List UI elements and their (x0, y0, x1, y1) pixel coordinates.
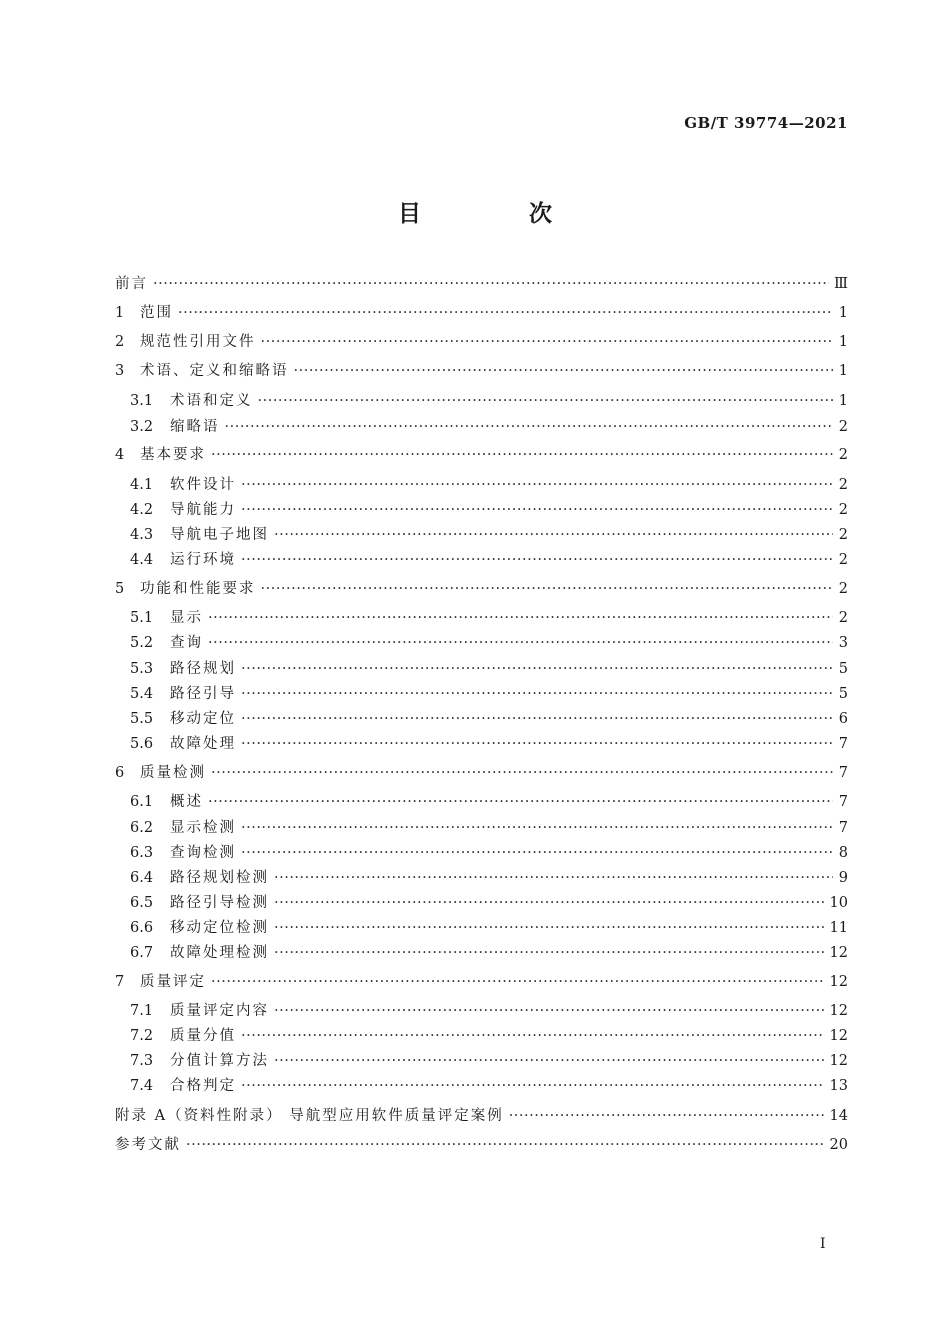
toc-leader-dots (274, 1051, 825, 1071)
toc-leader-dots (274, 1001, 825, 1021)
toc-entry-page: 7 (838, 765, 848, 781)
toc-entry[interactable] (115, 1106, 848, 1126)
toc-entry-page: 2 (838, 419, 848, 435)
toc-entry-page: 3 (838, 635, 848, 651)
toc-entry-label: 导航电子地图 (170, 527, 269, 543)
toc-entry-page: 1 (838, 393, 848, 409)
toc-entry[interactable] (130, 709, 848, 729)
toc-entry-label: 范围 (140, 305, 173, 321)
toc-entry[interactable] (115, 1135, 848, 1155)
toc-entry-label: 软件设计 (170, 477, 236, 493)
toc-entry-page: 2 (838, 502, 848, 518)
toc-entry[interactable] (130, 417, 848, 437)
toc-entry-label: 参考文献 (115, 1137, 181, 1153)
toc-leader-dots (241, 818, 833, 838)
toc-leader-dots (274, 525, 833, 545)
toc-leader-dots (211, 763, 833, 783)
toc-entry-label: 质量评定 (140, 974, 206, 990)
toc-entry[interactable] (130, 1051, 848, 1071)
toc-entry-label: 路径规划检测 (170, 870, 269, 886)
toc-entry-number: 5 (115, 581, 125, 597)
toc-entry-number: 6.4 (130, 870, 154, 886)
toc-leader-dots (274, 918, 825, 938)
toc-leader-dots (178, 303, 833, 323)
toc-entry-number: 4.2 (130, 502, 154, 518)
toc-entry-number: 7.1 (130, 1003, 154, 1019)
standard-number: GB/T 39774—2021 (684, 114, 848, 132)
toc-leader-dots (261, 332, 834, 352)
toc-leader-dots (208, 608, 833, 628)
toc-entry[interactable] (130, 633, 848, 653)
toc-entry-page: 14 (829, 1108, 848, 1124)
toc-entry[interactable] (130, 734, 848, 754)
toc-entry-page: 12 (829, 945, 848, 961)
toc-entry-label: 查询 (170, 635, 203, 651)
toc-leader-dots (241, 843, 833, 863)
toc-entry-page: 8 (838, 845, 848, 861)
toc-entry[interactable] (130, 943, 848, 963)
toc-entry-page: 1 (838, 305, 848, 321)
toc-leader-dots (274, 943, 825, 963)
page-number: Ⅰ (820, 1236, 826, 1252)
toc-entry-label: 合格判定 (170, 1078, 236, 1094)
toc-entry-label: 故障处理 (170, 736, 236, 752)
toc-entry[interactable] (130, 792, 848, 812)
toc-entry-number: 6 (115, 765, 125, 781)
toc-entry-page: 6 (838, 711, 848, 727)
toc-entry-number: 5.2 (130, 635, 154, 651)
toc-leader-dots (241, 550, 833, 570)
toc-entry-page: 5 (838, 661, 848, 677)
toc-entry-number: 5.5 (130, 711, 154, 727)
toc-entry-label: 移动定位 (170, 711, 236, 727)
toc-entry[interactable] (130, 684, 848, 704)
toc-entry-label: 附录 A（资料性附录） 导航型应用软件质量评定案例 (115, 1108, 504, 1124)
toc-entry-label: 质量评定内容 (170, 1003, 269, 1019)
toc-entry[interactable] (130, 475, 848, 495)
toc-entry[interactable] (115, 332, 848, 352)
toc-entry-number: 6.5 (130, 895, 154, 911)
page-title: 目 次 (397, 201, 602, 227)
toc-entry-page: 1 (838, 334, 848, 350)
toc-entry-page: 2 (838, 527, 848, 543)
toc-entry-label: 前言 (115, 276, 148, 292)
toc-entry-number: 1 (115, 305, 125, 321)
toc-leader-dots (509, 1106, 825, 1126)
toc-leader-dots (241, 1076, 825, 1096)
toc-leader-dots (294, 361, 834, 381)
toc-entry[interactable] (115, 763, 848, 783)
toc-entry-label: 规范性引用文件 (140, 334, 256, 350)
toc-entry[interactable] (130, 818, 848, 838)
toc-entry-number: 6.2 (130, 820, 154, 836)
toc-entry-label: 查询检测 (170, 845, 236, 861)
toc-entry[interactable] (130, 893, 848, 913)
toc-entry-label: 显示 (170, 610, 203, 626)
toc-entry-page: 7 (838, 794, 848, 810)
toc-entry-page: 2 (838, 447, 848, 463)
toc-entry[interactable] (130, 608, 848, 628)
toc-entry-page: 5 (838, 686, 848, 702)
toc-entry-label: 运行环境 (170, 552, 236, 568)
toc-entry-number: 6.6 (130, 920, 154, 936)
toc-entry-page: 1 (838, 363, 848, 379)
toc-leader-dots (258, 391, 834, 411)
toc-entry[interactable] (115, 361, 848, 381)
toc-entry-label: 概述 (170, 794, 203, 810)
toc-entry-page: 10 (829, 895, 848, 911)
toc-entry-number: 5.6 (130, 736, 154, 752)
toc-entry-label: 质量检测 (140, 765, 206, 781)
toc-entry[interactable] (115, 274, 848, 294)
toc-entry-number: 7 (115, 974, 125, 990)
toc-leader-dots (225, 417, 834, 437)
toc-entry-page: 2 (838, 610, 848, 626)
toc-entry-page: 2 (838, 581, 848, 597)
toc-entry-label: 缩略语 (170, 419, 220, 435)
toc-entry-page: 12 (829, 1053, 848, 1069)
toc-entry[interactable] (115, 303, 848, 323)
toc-leader-dots (274, 893, 825, 913)
toc-leader-dots (241, 709, 833, 729)
toc-entry-label: 显示检测 (170, 820, 236, 836)
toc-entry-number: 4.1 (130, 477, 154, 493)
toc-entry-number: 5.1 (130, 610, 154, 626)
toc-entry[interactable] (130, 1026, 848, 1046)
toc-entry-number: 4.4 (130, 552, 154, 568)
toc-entry[interactable] (115, 579, 848, 599)
toc-entry-page: 13 (829, 1078, 848, 1094)
toc-entry-page: 12 (829, 1003, 848, 1019)
toc-entry[interactable] (130, 525, 848, 545)
toc-leader-dots (208, 792, 833, 812)
toc-entry-number: 6.7 (130, 945, 154, 961)
toc-entry-number: 5.3 (130, 661, 154, 677)
toc-leader-dots (241, 684, 833, 704)
toc-entry-page: 20 (829, 1137, 848, 1153)
toc-leader-dots (261, 579, 834, 599)
toc-entry-number: 3.1 (130, 393, 154, 409)
toc-entry[interactable] (130, 659, 848, 679)
toc-entry-label: 路径规划 (170, 661, 236, 677)
toc-entry[interactable] (130, 500, 848, 520)
toc-entry[interactable] (130, 868, 848, 888)
toc-leader-dots (241, 1026, 825, 1046)
toc-entry[interactable] (115, 972, 848, 992)
toc-entry-number: 7.4 (130, 1078, 154, 1094)
toc-entry-number: 2 (115, 334, 125, 350)
toc-entry-page: 2 (838, 477, 848, 493)
toc-leader-dots (211, 445, 833, 465)
toc-entry[interactable] (130, 1076, 848, 1096)
toc-entry-page: 7 (838, 820, 848, 836)
toc-entry-label: 分值计算方法 (170, 1053, 269, 1069)
toc-entry-label: 功能和性能要求 (140, 581, 256, 597)
toc-entry[interactable] (130, 1001, 848, 1021)
toc-entry-page: 7 (838, 736, 848, 752)
toc-entry-number: 4.3 (130, 527, 154, 543)
toc-entry-number: 6.3 (130, 845, 154, 861)
toc-entry-label: 基本要求 (140, 447, 206, 463)
toc-leader-dots (241, 659, 833, 679)
toc-entry[interactable] (130, 550, 848, 570)
toc-entry[interactable] (115, 445, 848, 465)
toc-entry-label: 质量分值 (170, 1028, 236, 1044)
toc-entry[interactable] (130, 918, 848, 938)
toc-entry[interactable] (130, 843, 848, 863)
toc-entry-page: 11 (829, 920, 848, 936)
toc-entry-number: 3.2 (130, 419, 154, 435)
toc-leader-dots (274, 868, 833, 888)
toc-entry-label: 术语和定义 (170, 393, 253, 409)
toc-entry-label: 故障处理检测 (170, 945, 269, 961)
toc-leader-dots (186, 1135, 825, 1155)
toc-entry[interactable] (130, 391, 848, 411)
toc-leader-dots (208, 633, 833, 653)
toc-entry-page: Ⅲ (834, 276, 848, 292)
toc-entry-label: 导航能力 (170, 502, 236, 518)
toc-entry-number: 7.3 (130, 1053, 154, 1069)
toc-entry-label: 路径引导 (170, 686, 236, 702)
toc-leader-dots (241, 734, 833, 754)
toc-entry-number: 4 (115, 447, 125, 463)
toc-leader-dots (211, 972, 825, 992)
toc-entry-page: 12 (829, 1028, 848, 1044)
toc-entry-label: 路径引导检测 (170, 895, 269, 911)
toc-entry-number: 7.2 (130, 1028, 154, 1044)
toc-entry-page: 9 (838, 870, 848, 886)
toc-leader-dots (241, 475, 833, 495)
toc-entry-number: 5.4 (130, 686, 154, 702)
toc-entry-page: 2 (838, 552, 848, 568)
toc-leader-dots (241, 500, 833, 520)
toc-entry-label: 移动定位检测 (170, 920, 269, 936)
toc-leader-dots (153, 274, 829, 294)
toc-entry-page: 12 (829, 974, 848, 990)
toc-entry-label: 术语、定义和缩略语 (140, 363, 289, 379)
toc-entry-number: 3 (115, 363, 125, 379)
toc-entry-number: 6.1 (130, 794, 154, 810)
